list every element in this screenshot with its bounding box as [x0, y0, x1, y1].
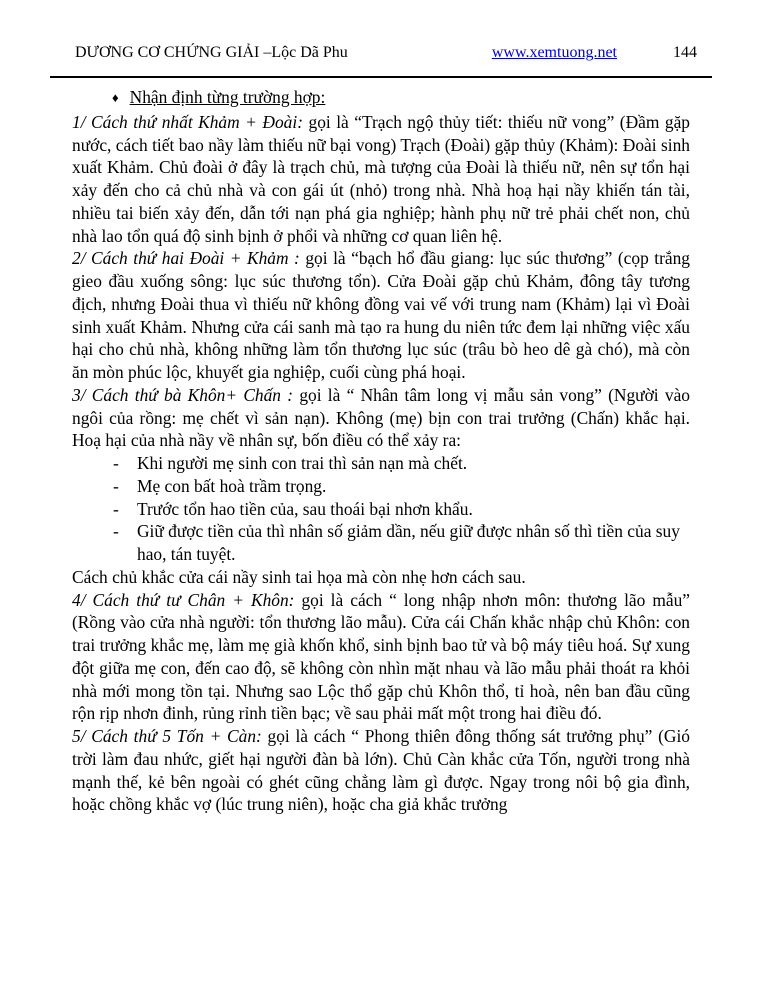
case-4-lead: 4/ Cách thứ tư Chân + Khôn:: [72, 589, 295, 610]
list-item-text: Mẹ con bất hoà trầm trọng.: [137, 475, 327, 496]
case-1-lead: 1/ Cách thứ nhất Khảm + Đoài:: [72, 111, 303, 132]
diamond-bullet-icon: ♦: [112, 90, 119, 105]
dash-bullet: -: [113, 521, 119, 542]
dash-bullet: -: [113, 475, 119, 496]
list-item-text: Trước tổn hao tiền của, sau thoái bại nhơn khẩu.: [137, 498, 473, 519]
case-4-text: gọi là cách “ long nhập nhơn môn: thương lão mẫu” (Rồng vào cửa nhà người: tổn thương lão mẫu). Cửa cái Chấn khắc nhập chủ Khôn: con trai trưởng khắc mẹ, làm mẹ già khốn khổ, sinh bịnh bao tử và bộ máy tiêu hoá. Sự xung đột giữa mẹ con, đến cao độ, sẽ không còn nhìn mặt nhau và lão mẫu phải thoát ra khỏi nhà mới mong tồn tại. Nhưng sao Lộc thổ gặp chủ Khôn thổ, tỉ hoà, nên ban đầu cũng rộn rịp nhơn đinh, rủng rỉnh tiền bạc; về sau phải mất một trong hai điều đó.: [72, 589, 690, 724]
list-item: [72, 520, 690, 566]
document-body: [72, 86, 690, 816]
list-item-text: Khi người mẹ sinh con trai thì sản nạn mà chết.: [137, 453, 468, 473]
document-title: DƯƠNG CƠ CHỨNG GIẢI –Lộc Dã Phu: [75, 44, 348, 61]
page-header: [75, 44, 697, 62]
header-divider: [50, 76, 712, 78]
section-heading: Nhận định từng trường hợp:: [129, 87, 326, 107]
list-item: [72, 475, 690, 498]
dash-bullet: -: [113, 453, 119, 473]
list-item: [72, 452, 690, 475]
paragraph-case-4: [72, 589, 690, 726]
case-3-text: gọi là “ Nhân tâm long vị mẫu sản vong” (Người vào ngôi của rồng: mẹ chết vì sản nạn). Không (mẹ) bịn con trai trưởng (Chấn) khắc hại. Hoạ hại của nhà nầy về nhân sự, bốn điều có thể xảy ra:: [72, 384, 691, 451]
list-item-text: Giữ được tiền của thì nhân số giảm dần, nếu giữ được nhân số thì tiền của suy hao, tán tuyệt.: [137, 521, 680, 564]
case-1-text: gọi là “Trạch ngộ thủy tiết: thiếu nữ vong” (Đầm gặp nước, cách tiết bao nầy làm thiếu nữ bại vong) Trạch (Đoài) gặp thủy (Khảm): Đoài sinh xuất Khảm. Chủ đoài ở đây là trạch chủ, mà tượng của Đoài là thiếu nữ, nên sự tổn hại xảy đến cho cả chủ nhà và con gái út (nhỏ) trong nhà. Nhà hoạ hại nầy khiến tán tài, nhiều tai biến xảy đến, dẫn tới nạn phá gia nghiệp; hành phụ nữ trẻ phải chết non, chủ nhà lao tổn quá độ sinh bịnh ở phổi và những cơ quan liên hệ.: [72, 111, 691, 246]
list-item: [72, 498, 690, 521]
consequence-list: [72, 452, 690, 566]
case-2-lead: 2/ Cách thứ hai Đoài + Khảm :: [72, 248, 300, 269]
case-5-text: gọi là cách “ Phong thiên đông thống sát trưởng phụ” (Gió trời làm đau nhức, giết hại người đàn bà lớn). Chủ Càn khắc cửa Tốn, người trong nhà mạnh thế, kẻ bên ngoài có ghét cũng chẳng làm gì được. Ngay trong nôi bộ gia đình, hoặc chồng khắc vợ (lúc trung niên), hoặc cha giả khắc trưởng: [72, 726, 690, 815]
paragraph-case-3: [72, 384, 690, 452]
dash-bullet: -: [113, 498, 119, 519]
note-line: Cách chủ khắc cửa cái nầy sinh tai họa mà còn nhẹ hơn cách sau.: [72, 566, 526, 587]
page-number: 144: [673, 44, 697, 61]
case-5-lead: 5/ Cách thứ 5 Tốn + Càn:: [72, 726, 262, 746]
case-3-lead: 3/ Cách thứ bà Khôn+ Chấn :: [72, 384, 294, 405]
case-2-text: gọi là “bạch hổ đầu giang: lục súc thương” (cọp trắng gieo đầu xuống sông: lục súc thương tổn). Cửa Đoài gặp chủ Khảm, đông tây tương địch, nhưng Đoài thua vì thiếu nữ không đồng vai vế với trung nam (Khảm) lại vì Đoài sinh xuất Khảm. Nhưng cửa cái sanh mà tạo ra hung du niên tức đem lại những việc xấu hại cho chủ nhà, không những làm tổn thương lục súc (trâu bò heo dê gà chó), mà còn ăn mòn phúc lộc, khuyết gia nghiệp, cuối cùng phá hoại.: [72, 248, 690, 382]
paragraph-case-2: [72, 247, 690, 384]
paragraph-case-5: [72, 725, 690, 816]
section-heading-line: [72, 86, 690, 111]
website-link[interactable]: www.xemtuong.net: [491, 44, 617, 61]
paragraph-case-1: [72, 111, 690, 248]
